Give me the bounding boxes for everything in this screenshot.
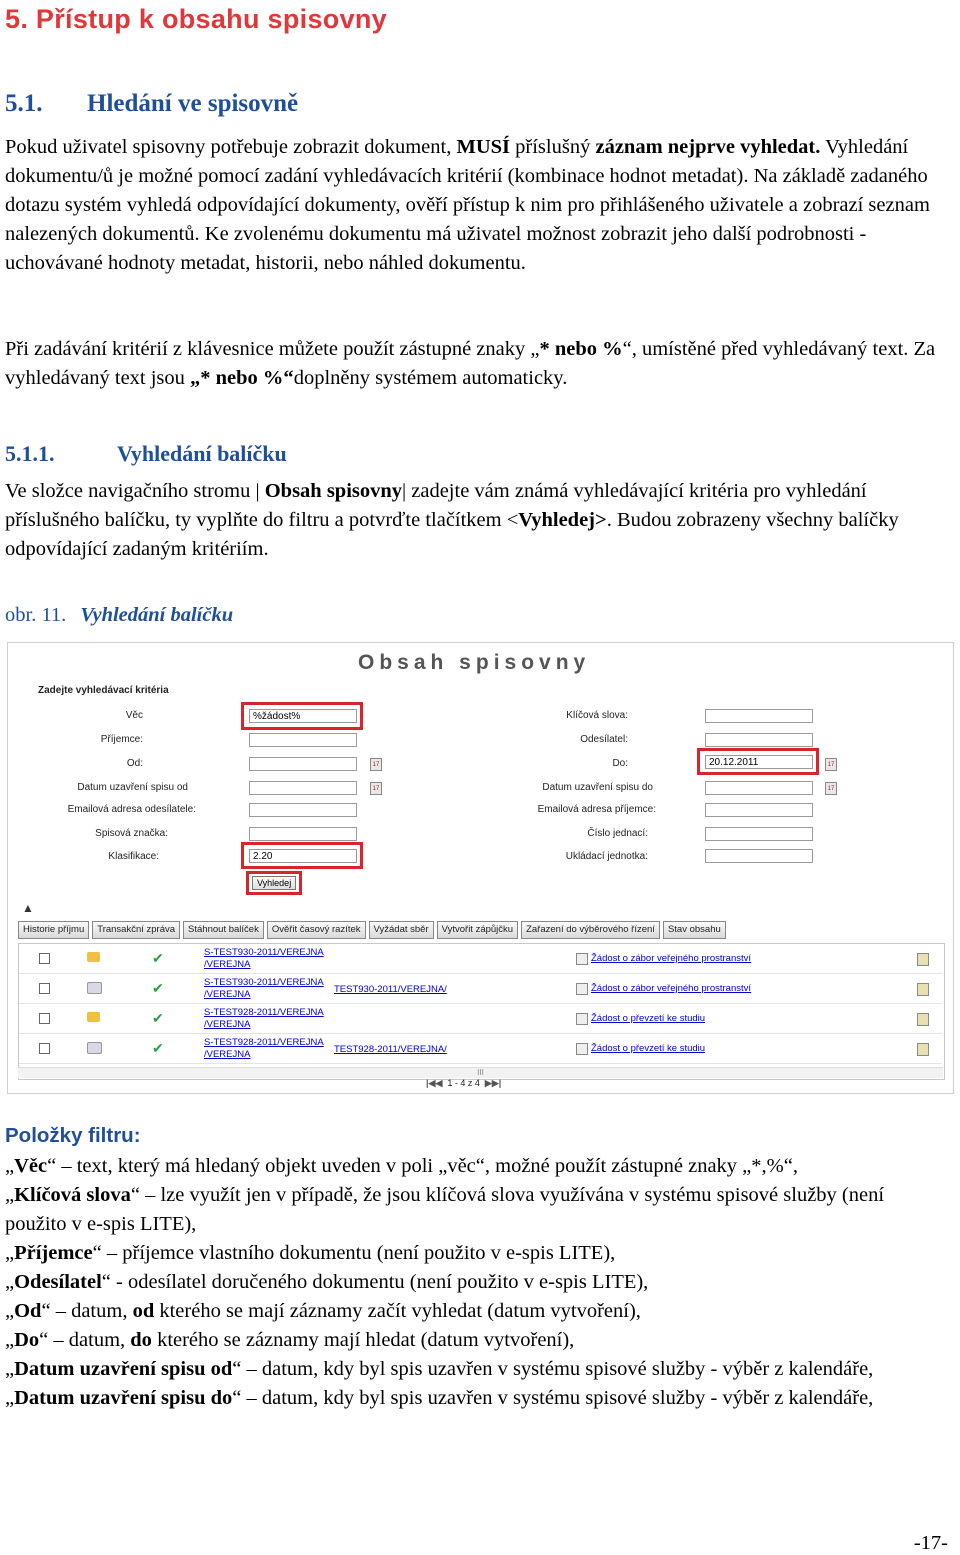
od-input[interactable] <box>249 757 357 771</box>
search-button[interactable]: Vyhledej <box>252 876 296 890</box>
pagination <box>426 1078 501 1089</box>
figure-caption <box>5 604 233 627</box>
filter-item: „Do“ – datum, do kterého se záznamy mají hledat (datum vytvoření), <box>5 1329 575 1351</box>
table-row[interactable] <box>19 1004 942 1034</box>
row-subject[interactable]: Žádost o zábor veřejného prostranství <box>591 953 752 964</box>
section-number: 5.1. <box>5 90 43 117</box>
screen-title: Obsah spisovny <box>358 651 591 674</box>
do-input[interactable]: 20.12.2011 <box>705 755 813 769</box>
row-identifier[interactable]: S-TEST930-2011/VEREJNA /VEREJNA <box>204 947 324 970</box>
row-reference[interactable]: TEST928-2011/VEREJNA/ <box>334 1044 447 1055</box>
edit-icon <box>87 982 102 994</box>
table-row[interactable] <box>19 974 942 1004</box>
chapter-heading: 5. Přístup k obsahu spisovny <box>5 4 387 34</box>
toolbar-button[interactable]: Historie příjmu <box>18 921 89 939</box>
filters-heading: Položky filtru: <box>5 1124 141 1147</box>
calendar-icon[interactable]: 17 <box>370 758 382 771</box>
filter-item: „Od“ – datum, od kterého se mají záznamy začít vyhledat (datum vytvoření), <box>5 1300 641 1322</box>
row-subject[interactable]: Žádost o převzetí ke studiu <box>591 1043 706 1054</box>
toolbar-button[interactable]: Stáhnout balíček <box>183 921 264 939</box>
row-identifier[interactable]: S-TEST928-2011/VEREJNA /VEREJNA <box>204 1007 324 1030</box>
row-subject[interactable]: Žádost o zábor veřejného prostranství <box>591 983 752 994</box>
wildcard-paragraph <box>5 335 950 393</box>
toolbar-button[interactable]: Stav obsahu <box>663 921 726 939</box>
text: “, umístěné před vyhledávaný text. Za vyhledávaný text jsou <box>5 338 936 389</box>
row-checkbox[interactable] <box>39 983 50 994</box>
spisova-znacka-input[interactable] <box>249 827 357 841</box>
subsection-title: Vyhledání balíčku <box>117 441 287 466</box>
row-checkbox[interactable] <box>39 1043 50 1054</box>
datum-do-input[interactable] <box>705 781 813 795</box>
filter-item: „Klíčová slova“ – lze využít jen v případě, že jsou klíčová slova využívána v systému spisové služby (není použito v e-spis LITE), <box>5 1184 885 1235</box>
email-prijemce-input[interactable] <box>705 803 813 817</box>
document-icon <box>576 983 588 995</box>
intro-paragraph <box>5 133 950 278</box>
calendar-icon[interactable]: 17 <box>825 782 837 795</box>
file-icon <box>917 953 929 966</box>
document-icon <box>576 1043 588 1055</box>
folder-icon <box>87 952 100 962</box>
row-reference[interactable]: TEST930-2011/VEREJNA/ <box>334 984 447 995</box>
text: Ve složce navigačního stromu | <box>5 480 265 502</box>
checkmark-icon: ✔ <box>152 950 164 966</box>
text: příslušný <box>510 136 596 158</box>
label-do: Do: <box>612 758 628 769</box>
text: Pokud uživatel spisovny potřebuje zobrazit dokument, <box>5 136 457 158</box>
calendar-icon[interactable]: 17 <box>825 758 837 771</box>
filter-heading: Zadejte vyhledávací kritéria <box>38 685 169 696</box>
text: Vyhledání dokumentu/ů je možné pomocí zadání vyhledávacích kritérií (kombinace hodnot metadat). Na základě zadaného dotazu systém vyhledá odpovídající dokumenty, ověří přístup k nim pro přihlášeného uživatele a zobrazí seznam nalezených dokumentů. Ke zvolenému dokumentu má uživatel možnost zobrazit jeho další podrobnosti - uchovávané hodnoty metadat, historii, nebo náhled dokumentu. <box>5 136 930 274</box>
label-datum-od: Datum uzavření spisu od <box>77 782 188 793</box>
row-subject[interactable]: Žádost o převzetí ke studiu <box>591 1013 706 1024</box>
label-od: Od: <box>126 758 143 769</box>
filters-list <box>5 1152 950 1413</box>
figure-number: obr. 11. <box>5 604 67 626</box>
datum-od-input[interactable] <box>249 781 357 795</box>
row-checkbox[interactable] <box>39 953 50 964</box>
klicova-slova-input[interactable] <box>705 709 813 723</box>
document-icon <box>576 953 588 965</box>
checkmark-icon: ✔ <box>152 980 164 996</box>
subsection-heading <box>5 441 287 467</box>
file-icon <box>917 983 929 996</box>
text: . Budou zobrazeny všechny balíčky odpovídající zadaným kritériím. <box>5 509 899 560</box>
row-checkbox[interactable] <box>39 1013 50 1024</box>
text: | zadejte vám známá vyhledávající kritéria pro vyhledání příslušného balíčku, ty vyplňte do filtru a potvrďte tlačítkem < <box>5 480 867 531</box>
results-table <box>18 943 945 1080</box>
label-klasifikace: Klasifikace: <box>108 851 159 862</box>
text: doplněny systémem automaticky. <box>293 367 568 389</box>
action-toolbar <box>18 921 726 939</box>
emphasis: * nebo % <box>539 338 623 360</box>
table-row[interactable] <box>19 944 942 974</box>
filter-item: „Datum uzavření spisu od“ – datum, kdy byl spis uzavřen v systému spisové služby - výběr z kalendáře, <box>5 1358 874 1380</box>
figure-screenshot <box>7 642 954 1094</box>
label-datum-do: Datum uzavření spisu do <box>542 782 653 793</box>
label-ukladaci-jednotka: Ukládací jednotka: <box>565 851 648 862</box>
prijemce-input[interactable] <box>249 733 357 747</box>
label-klicova-slova: Klíčová slova: <box>566 710 628 721</box>
horizontal-scrollbar[interactable]: III <box>18 1067 943 1078</box>
label-spisova-znacka: Spisová značka: <box>95 828 168 839</box>
search-paragraph <box>5 477 950 564</box>
first-page-icon[interactable]: |◀◀ <box>426 1078 443 1088</box>
cislo-jednaci-input[interactable] <box>705 827 813 841</box>
label-email-prijemce: Emailová adresa příjemce: <box>537 804 656 815</box>
ukladaci-jednotka-input[interactable] <box>705 849 813 863</box>
calendar-icon[interactable]: 17 <box>370 782 382 795</box>
file-icon <box>917 1013 929 1026</box>
table-row[interactable] <box>19 1034 942 1064</box>
file-icon <box>917 1043 929 1056</box>
folder-icon <box>87 1012 100 1022</box>
section-heading <box>5 90 298 118</box>
checkmark-icon: ✔ <box>152 1010 164 1026</box>
odesilatel-input[interactable] <box>705 733 813 747</box>
checkmark-icon: ✔ <box>152 1040 164 1056</box>
row-identifier[interactable]: S-TEST930-2011/VEREJNA /VEREJNA <box>204 977 324 1000</box>
document-icon <box>576 1013 588 1025</box>
emphasis: Obsah spisovny <box>264 480 403 502</box>
toolbar-button[interactable]: Zařazení do výběrového řízení <box>521 921 660 939</box>
emphasis: Vyhledej> <box>518 509 607 531</box>
emphasis: „* nebo %“ <box>190 367 294 389</box>
label-prijemce: Příjemce: <box>100 734 143 745</box>
last-page-icon[interactable]: ▶▶| <box>484 1078 502 1088</box>
filter-item: „Příjemce“ – příjemce vlastního dokumentu (není použito v e-spis LITE), <box>5 1242 616 1264</box>
toolbar-button[interactable]: Ověřit časový razítek <box>267 921 366 939</box>
collapse-icon[interactable]: ▲ <box>22 901 34 915</box>
page-number: -17- <box>913 1532 948 1554</box>
subsection-number: 5.1.1. <box>5 441 55 466</box>
vec-input[interactable]: %žádost% <box>249 709 357 723</box>
pager-status: 1 - 4 z 4 <box>447 1078 480 1088</box>
filter-item: „Odesílatel“ - odesílatel doručeného dokumentu (není použito v e-spis LITE), <box>5 1271 649 1293</box>
toolbar-button[interactable]: Vyžádat sběr <box>369 921 434 939</box>
email-odesilatele-input[interactable] <box>249 803 357 817</box>
label-cislo-jednaci: Číslo jednací: <box>587 828 648 839</box>
figure-title: Vyhledání balíčku <box>80 604 234 626</box>
toolbar-button[interactable]: Transakční zpráva <box>92 921 180 939</box>
label-vec: Věc <box>125 710 143 721</box>
toolbar-button[interactable]: Vytvořit zápůjčku <box>437 921 518 939</box>
filter-item: „Věc“ – text, který má hledaný objekt uveden v poli „věc“, možné použít zástupné znaky „*,%“, <box>5 1155 798 1177</box>
text: Při zadávání kritérií z klávesnice můžete použít zástupné znaky „ <box>5 338 540 360</box>
label-email-odesilatele: Emailová adresa odesílatele: <box>67 804 196 815</box>
emphasis: MUSÍ <box>456 136 511 158</box>
row-identifier[interactable]: S-TEST928-2011/VEREJNA /VEREJNA <box>204 1037 324 1060</box>
filter-item: „Datum uzavření spisu do“ – datum, kdy byl spis uzavřen v systému spisové služby - výběr z kalendáře, <box>5 1387 874 1409</box>
emphasis: záznam nejprve vyhledat. <box>595 136 821 158</box>
klasifikace-input[interactable]: 2.20 <box>249 849 357 863</box>
label-odesilatel: Odesílatel: <box>580 734 628 745</box>
section-title: Hledání ve spisovně <box>87 90 299 117</box>
edit-icon <box>87 1042 102 1054</box>
